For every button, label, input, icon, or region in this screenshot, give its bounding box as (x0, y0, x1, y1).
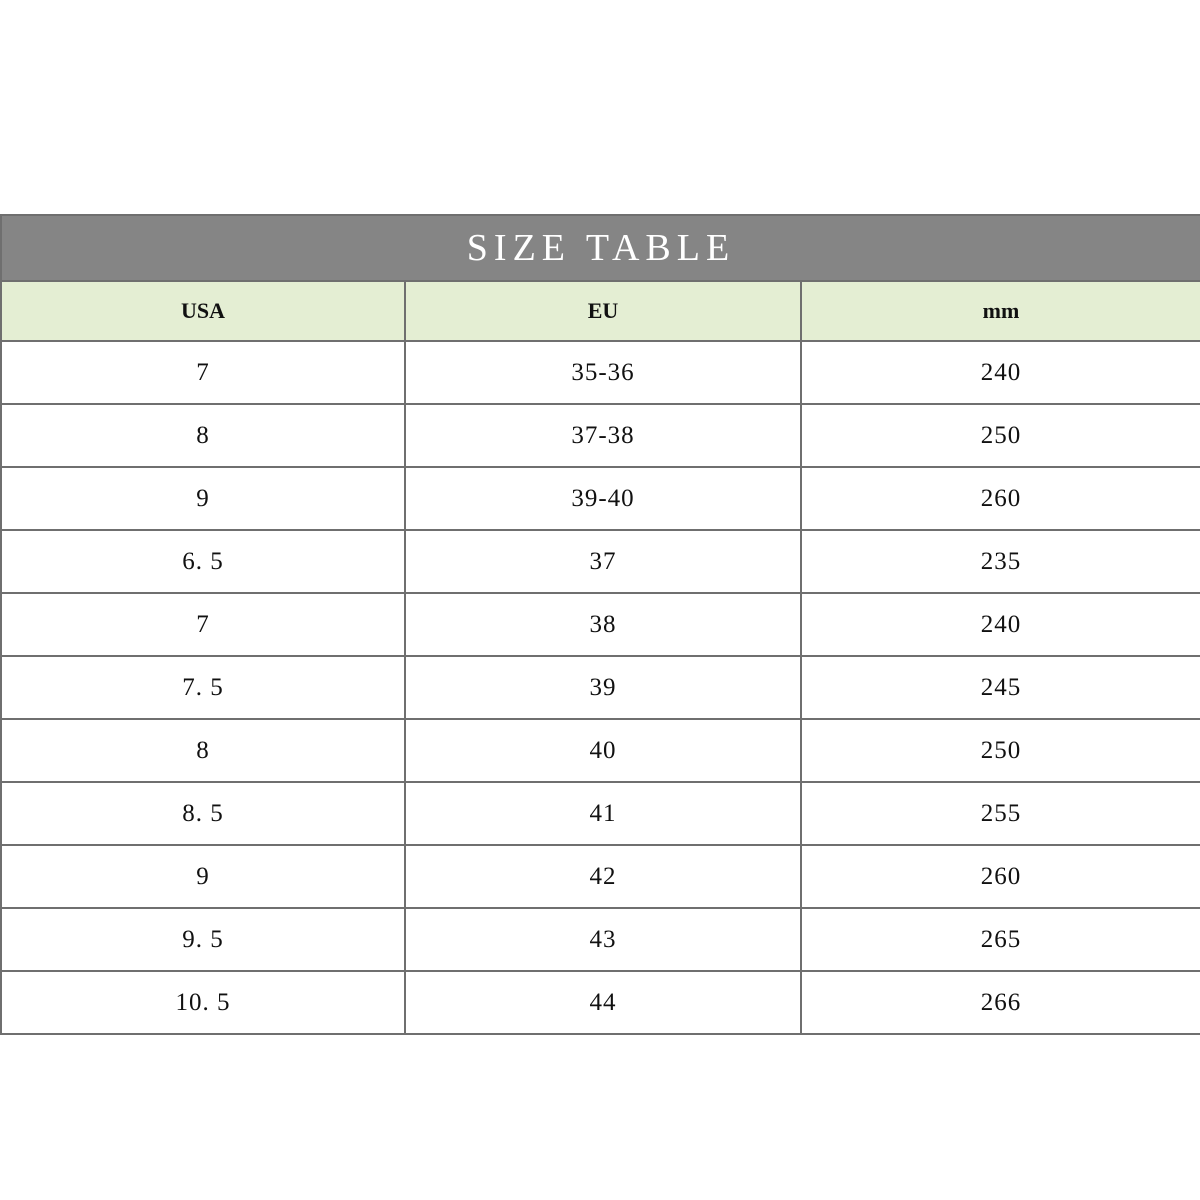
cell-mm: 250 (801, 404, 1200, 467)
cell-mm: 240 (801, 593, 1200, 656)
cell-mm: 250 (801, 719, 1200, 782)
cell-eu: 44 (405, 971, 801, 1034)
cell-eu: 38 (405, 593, 801, 656)
cell-usa: 9 (1, 845, 405, 908)
column-header-mm: mm (801, 281, 1200, 341)
cell-mm: 235 (801, 530, 1200, 593)
cell-usa: 10. 5 (1, 971, 405, 1034)
table-title: SIZE TABLE (1, 215, 1200, 281)
cell-eu: 43 (405, 908, 801, 971)
cell-usa: 7. 5 (1, 656, 405, 719)
cell-mm: 260 (801, 467, 1200, 530)
cell-mm: 260 (801, 845, 1200, 908)
cell-eu: 37-38 (405, 404, 801, 467)
cell-usa: 6. 5 (1, 530, 405, 593)
table-row (1, 341, 1200, 404)
cell-eu: 37 (405, 530, 801, 593)
table-row (1, 719, 1200, 782)
cell-eu: 42 (405, 845, 801, 908)
cell-eu: 41 (405, 782, 801, 845)
cell-mm: 255 (801, 782, 1200, 845)
table-row (1, 845, 1200, 908)
size-table-body (1, 215, 1200, 1034)
cell-usa: 7 (1, 593, 405, 656)
cell-mm: 266 (801, 971, 1200, 1034)
table-row (1, 467, 1200, 530)
cell-eu: 39-40 (405, 467, 801, 530)
size-table (0, 214, 1200, 1035)
table-row (1, 782, 1200, 845)
table-header-row (1, 281, 1200, 341)
cell-mm: 265 (801, 908, 1200, 971)
cell-usa: 7 (1, 341, 405, 404)
cell-eu: 40 (405, 719, 801, 782)
size-table-container (0, 214, 1200, 1035)
cell-usa: 8. 5 (1, 782, 405, 845)
cell-mm: 245 (801, 656, 1200, 719)
cell-usa: 8 (1, 719, 405, 782)
table-row (1, 404, 1200, 467)
cell-mm: 240 (801, 341, 1200, 404)
table-row (1, 656, 1200, 719)
table-row (1, 530, 1200, 593)
table-title-row (1, 215, 1200, 281)
cell-eu: 39 (405, 656, 801, 719)
column-header-eu: EU (405, 281, 801, 341)
column-header-usa: USA (1, 281, 405, 341)
cell-eu: 35-36 (405, 341, 801, 404)
table-row (1, 971, 1200, 1034)
cell-usa: 8 (1, 404, 405, 467)
table-row (1, 593, 1200, 656)
cell-usa: 9 (1, 467, 405, 530)
table-row (1, 908, 1200, 971)
cell-usa: 9. 5 (1, 908, 405, 971)
